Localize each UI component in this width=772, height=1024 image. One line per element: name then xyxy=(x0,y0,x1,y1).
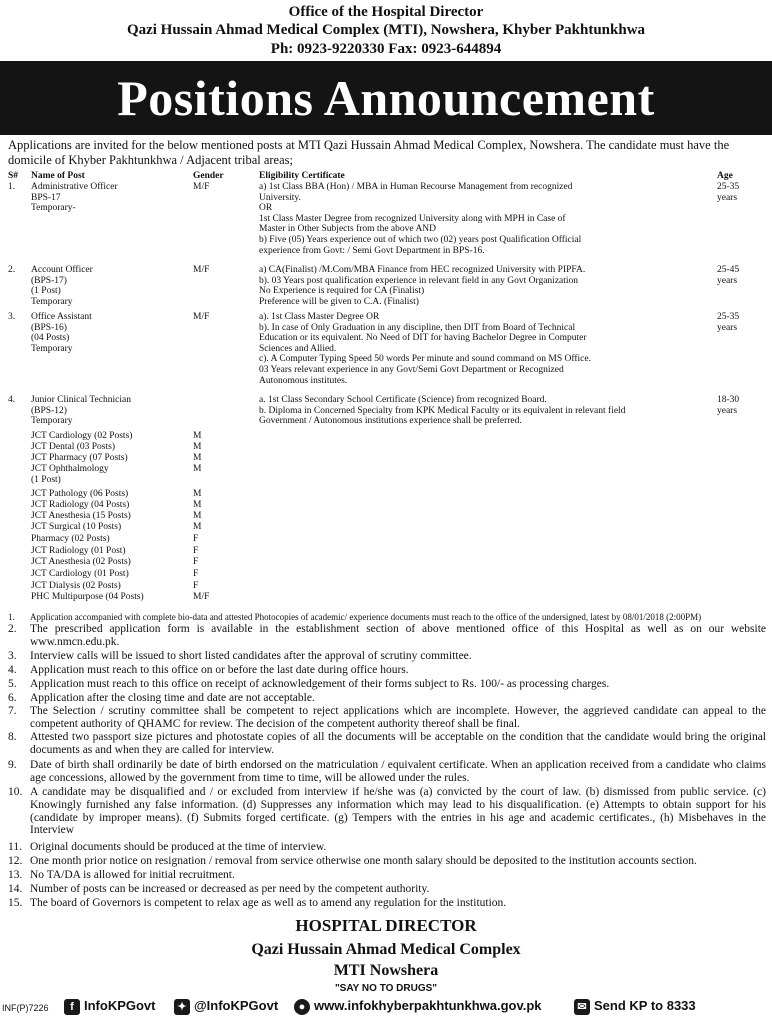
row-age: 25-35 years xyxy=(717,182,740,203)
note-item: 7. The Selection / scrutiny committee shall be competent to reject applications which are incomplete. However, the aggrieved candidate can appeal to the competent authority of QHAMC for review. The decision of the competent authority thereof shall be final. xyxy=(8,705,766,730)
intro-paragraph: Applications are invited for the below mentioned posts at MTI Qazi Hussain Ahmad Medical Complex, Nowshera. The candidate must have the domicile of Khyber Pakhtunkhwa / Adjacent tribal areas; xyxy=(8,138,730,167)
row-post: Junior Clinical Technician (BPS-12) Temporary xyxy=(31,395,131,427)
row-post: Account Officer (BPS-17) (1 Post) Temporary xyxy=(31,265,93,307)
row-sno: 1. xyxy=(8,182,16,192)
note-item: 10. A candidate may be disqualified and / or excluded from interview if he/she was (a) convicted by the court of law. (b) dismissed from public service. (c) Knowingly furnished any false information. (d) Suppresses any information which may lead to his disqualification. (e) Attempts to obtain support for his (candidate by improper means). (f) Submits forged certificate. (g) Tempers with the entries in his age and academic certificates., (h) Misbehaves in the Interview xyxy=(8,786,766,837)
inf-reference: INF(P)7226 xyxy=(2,1003,49,1013)
complex-name: Qazi Hussain Ahmad Medical Complex (MTI), Nowshera, Khyber Pakhtunkhwa xyxy=(126,22,646,38)
row-eligibility: a). 1st Class Master Degree OR b). In case of Only Graduation in any discipline, then DIT from Board of Technical Education or its equivalent. No Need of DIT for having Bachelor Degree in Computer Sciences and Allied. c). A Computer Typing Speed 50 words Per minute and sound command on MS Office. 03 Years relevant experience in any Govt/Semi Govt Department or Recognized Autonomous institutes. xyxy=(259,312,591,386)
jct-post: JCT Surgical (10 Posts) xyxy=(31,522,122,532)
row-sno: 4. xyxy=(8,395,16,405)
twitter-icon: ✦ xyxy=(174,999,190,1015)
jct-post: JCT Radiology (04 Posts) xyxy=(31,500,130,510)
note-item: 6. Application after the closing time and date are not acceptable. xyxy=(8,692,315,704)
jct-gender: F xyxy=(193,534,199,544)
jct-post: JCT Ophthalmology (1 Post) xyxy=(31,464,109,485)
jct-post: JCT Dental (03 Posts) xyxy=(31,442,116,452)
note-item: 4. Application must reach to this office on or before the last date during office hours. xyxy=(8,664,409,676)
jct-post: JCT Radiology (01 Post) xyxy=(31,546,126,556)
jct-post: JCT Dialysis (02 Posts) xyxy=(31,581,121,591)
header-sno: S# xyxy=(8,171,19,181)
jct-post: JCT Anesthesia (15 Posts) xyxy=(31,511,131,521)
slogan: "SAY NO TO DRUGS" xyxy=(334,983,438,994)
jct-post: Pharmacy (02 Posts) xyxy=(31,534,110,544)
row-age: 25-35 years xyxy=(717,312,740,333)
twitter-link[interactable]: ✦ @InfoKPGovt xyxy=(174,997,278,1015)
sms-info: ✉ Send KP to 8333 xyxy=(574,997,696,1015)
facebook-icon: f xyxy=(64,999,80,1015)
row-age: 18-30 years xyxy=(717,395,740,416)
note-item: 9. Date of birth shall ordinarily be date of birth endorsed on the matriculation / equivalent certificate. When an application received from a candidate who claims age concessions, allowed by the government from time to time, will be allowed under the rules. xyxy=(8,759,766,784)
jct-gender: M xyxy=(193,442,202,452)
note-item: 15. The board of Governors is competent to relax age as well as to amend any regulation for the institution. xyxy=(8,897,507,909)
signatory-org: Qazi Hussain Ahmad Medical Complex xyxy=(251,941,521,958)
jct-gender: M xyxy=(193,511,202,521)
note-item: 1. Application accompanied with complete bio-data and attested Photocopies of academic/ experience documents must reach to the office of the undersigned, latest by 08/01/2018 (2:00PM) xyxy=(8,612,702,622)
jct-gender: F xyxy=(193,557,199,567)
positions-banner: Positions Announcement xyxy=(0,61,772,135)
jct-post: JCT Cardiology (01 Post) xyxy=(31,569,129,579)
jct-gender: M xyxy=(193,431,202,441)
note-item: 13. No TA/DA is allowed for initial recruitment. xyxy=(8,869,235,881)
jct-post: JCT Anesthesia (02 Posts) xyxy=(31,557,131,567)
jct-gender: F xyxy=(193,546,199,556)
jct-gender: M xyxy=(193,522,202,532)
header-age: Age xyxy=(717,171,733,181)
globe-icon: ● xyxy=(294,999,310,1015)
header-gender: Gender xyxy=(193,171,224,181)
row-post: Administrative Officer BPS-17 Temporary- xyxy=(31,182,118,214)
header-eligibility: Eligibility Certificate xyxy=(259,171,345,181)
jct-gender: F xyxy=(193,569,199,579)
row-eligibility: a) CA(Finalist) /M.Com/MBA Finance from HEC recognized University with PIPFA. b). 03 Years post qualification experience in relevant field in any Govt Organization No Experience is required for CA (Finalist) Preference will be given to C.A. (Finalist) xyxy=(259,265,586,307)
header-name: Name of Post xyxy=(31,171,85,181)
jct-gender: M xyxy=(193,453,202,463)
row-gender: M/F xyxy=(193,265,210,275)
note-item: 8. Attested two passport size pictures and photostate copies of all the documents will be acceptable on the condition that the candidate would bring the original documents as and when they are called for interview. xyxy=(8,731,766,756)
note-item: 3. Interview calls will be issued to short listed candidates after the approval of scrutiny committee. xyxy=(8,650,472,662)
jct-gender: M xyxy=(193,464,202,474)
signatory-title: HOSPITAL DIRECTOR xyxy=(295,916,477,935)
jct-post: PHC Multipurpose (04 Posts) xyxy=(31,592,144,602)
jct-gender: M xyxy=(193,489,202,499)
jct-gender: M xyxy=(193,500,202,510)
office-title: Office of the Hospital Director xyxy=(288,4,484,20)
note-item: 12. One month prior notice on resignation / removal from service otherwise one month salary should be deposited to the institution accounts section. xyxy=(8,855,697,867)
row-sno: 2. xyxy=(8,265,16,275)
contact-line: Ph: 0923-9220330 Fax: 0923-644894 xyxy=(270,41,502,57)
row-gender: M/F xyxy=(193,182,210,192)
jct-gender: M/F xyxy=(193,592,210,602)
row-age: 25-45 years xyxy=(717,265,740,286)
note-item: 14. Number of posts can be increased or decreased as per need by the competent authority. xyxy=(8,883,430,895)
signatory-place: MTI Nowshera xyxy=(333,962,439,979)
jct-post: JCT Pharmacy (07 Posts) xyxy=(31,453,128,463)
row-sno: 3. xyxy=(8,312,16,322)
jct-gender: F xyxy=(193,581,199,591)
jct-post: JCT Cardiology (02 Posts) xyxy=(31,431,133,441)
row-gender: M/F xyxy=(193,312,210,322)
facebook-link[interactable]: f InfoKPGovt xyxy=(64,997,156,1015)
row-eligibility: a. 1st Class Secondary School Certificate (Science) from recognized Board. b. Diploma in Concerned Specialty from KPK Medical Faculty or its equivalent in relevant field Government / Autonomous institutions experience shall be preferred. xyxy=(259,395,626,427)
jct-post: JCT Pathology (06 Posts) xyxy=(31,489,129,499)
website-link[interactable]: ● www.infokhyberpakhtunkhwa.gov.pk xyxy=(294,997,542,1015)
message-icon: ✉ xyxy=(574,999,590,1015)
row-post: Office Assistant (BPS-16) (04 Posts) Temporary xyxy=(31,312,92,354)
note-item: 5. Application must reach to this office on receipt of acknowledgement of their forms subject to Rs. 100/- as processing charges. xyxy=(8,678,610,690)
row-eligibility: a) 1st Class BBA (Hon) / MBA in Human Recourse Management from recognized University. OR 1st Class Master Degree from recognized University along with MPH in Case of Master in Other Subjects from the above AND b) Five (05) Years experience out of which two (02) years post Qualification Official experience from Govt: / Semi Govt Department in BPS-16. xyxy=(259,182,582,256)
note-item: 2. The prescribed application form is available in the establishment section of above mentioned office of this Hospital as well as on our website www.nmcn.edu.pk. xyxy=(8,623,766,648)
note-item: 11. Original documents should be produced at the time of interview. xyxy=(8,841,327,853)
